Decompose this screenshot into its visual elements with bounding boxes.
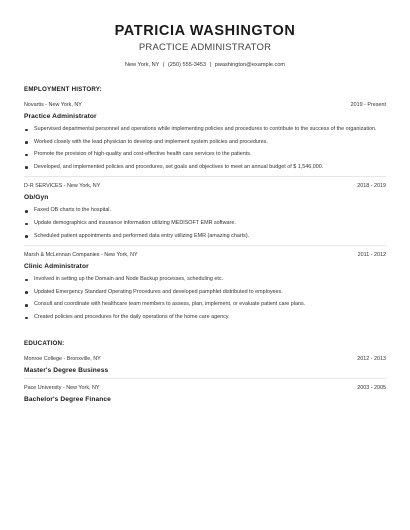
bullet-dot-icon	[25, 291, 28, 294]
employment-history-heading: EMPLOYMENT HISTORY:	[24, 86, 102, 93]
job-company: Marsh & McLennan Companies - New York, NY	[24, 252, 138, 259]
bullet-item	[24, 314, 386, 322]
bullet-text: Supervised departmental personnel and operations while implementing policies and procedures to contribute to the success of the organization.	[34, 126, 377, 132]
bullet-item	[24, 126, 386, 134]
job-meta	[24, 252, 386, 259]
contact-email[interactable]: pwashington@example.com	[214, 62, 286, 68]
school-name: Pace University - New York, NY	[24, 384, 100, 391]
bullet-item	[24, 233, 386, 241]
job-role: Clinic Administrator	[24, 263, 89, 271]
degree-name: Master's Degree Business	[24, 366, 109, 374]
bullet-item	[24, 207, 386, 215]
bullet-item	[24, 139, 386, 147]
education-meta	[24, 356, 386, 363]
job-company: D-R SERVICES - New York, NY	[24, 183, 101, 190]
job-dates: 2019 - Present	[350, 102, 386, 108]
bullet-item	[24, 276, 386, 284]
contact-phone: (250) 555-3453	[167, 62, 207, 68]
bullet-text: Developed, and implemented policies and procedures, set goals and objectives to meet an annual budget of $ 1,546,000.	[34, 163, 324, 170]
bullet-item	[24, 164, 386, 172]
job-entry	[24, 183, 386, 246]
bullet-dot-icon	[25, 317, 28, 320]
bullet-item	[24, 289, 386, 297]
bullet-dot-icon	[25, 235, 28, 238]
contact-separator: |	[209, 62, 212, 68]
bullet-dot-icon	[25, 223, 28, 226]
education-entry	[24, 356, 386, 379]
bullet-text: Promote the provision of high-quality and cost-effective health care services to the patients.	[34, 151, 252, 158]
bullet-dot-icon	[25, 129, 28, 132]
section-divider	[24, 176, 386, 177]
candidate-name: PATRICIA WASHINGTON	[114, 23, 296, 39]
bullet-dot-icon	[25, 279, 28, 282]
contact-line	[0, 61, 410, 69]
job-bullets	[24, 126, 386, 171]
bullet-text: Faxed OB charts to the hospital.	[34, 207, 112, 214]
bullet-text: Worked closely with the lead physician to develop and implement system policies and procedures.	[34, 138, 268, 145]
contact-location: New York, NY	[124, 62, 160, 68]
job-company: Novartis - New York, NY	[24, 102, 82, 108]
bullet-text: Scheduled patient appointments and performed data entry utilizing EMR (amazing charts).	[34, 232, 250, 239]
bullet-item	[24, 151, 386, 159]
bullet-text: Involved in setting up the Domain and Node Backup processes, scheduling etc.	[34, 276, 224, 283]
bullet-text: Updated Emergency Standard Operating Procedures and developed pamphlet distributed to employees.	[34, 288, 283, 295]
section-divider	[24, 378, 386, 379]
job-bullets	[24, 207, 386, 240]
job-meta	[24, 183, 386, 190]
resume-header	[0, 0, 410, 69]
job-meta	[24, 102, 386, 109]
job-role: Practice Administrator	[24, 113, 97, 120]
bullet-dot-icon	[25, 154, 28, 157]
education-entry	[24, 385, 386, 404]
school-name: Monroe College - Bronxville, NY	[24, 355, 101, 362]
section-divider	[24, 245, 386, 246]
job-role: Ob/Gyn	[24, 194, 49, 202]
bullet-text: Consult and coordinate with healthcare team members to assess, plan, implement, or evaluate patient care plans.	[34, 301, 306, 308]
school-dates: 2012 - 2013	[357, 355, 386, 362]
job-bullets	[24, 276, 386, 321]
bullet-dot-icon	[25, 166, 28, 169]
education-meta	[24, 385, 386, 392]
contact-separator: |	[162, 62, 165, 68]
job-dates: 2011 - 2012	[357, 252, 386, 259]
bullet-dot-icon	[25, 210, 28, 213]
bullet-dot-icon	[25, 304, 28, 307]
job-entry	[24, 102, 386, 177]
bullet-item	[24, 220, 386, 228]
resume-body	[24, 86, 386, 404]
job-entry	[24, 252, 386, 321]
bullet-text: Created policies and procedures for the daily operations of the home care agency.	[34, 313, 230, 320]
bullet-text: Update demographics and insurance information utilizing MEDISOFT EMR software.	[34, 219, 236, 226]
candidate-title: PRACTICE ADMINISTRATOR	[138, 42, 272, 53]
bullet-dot-icon	[25, 141, 28, 144]
degree-name: Bachelor's Degree Finance	[24, 395, 111, 403]
school-dates: 2003 - 2005	[357, 384, 386, 391]
bullet-item	[24, 301, 386, 309]
job-dates: 2018 - 2019	[357, 183, 386, 190]
education-heading: EDUCATION:	[24, 339, 65, 347]
